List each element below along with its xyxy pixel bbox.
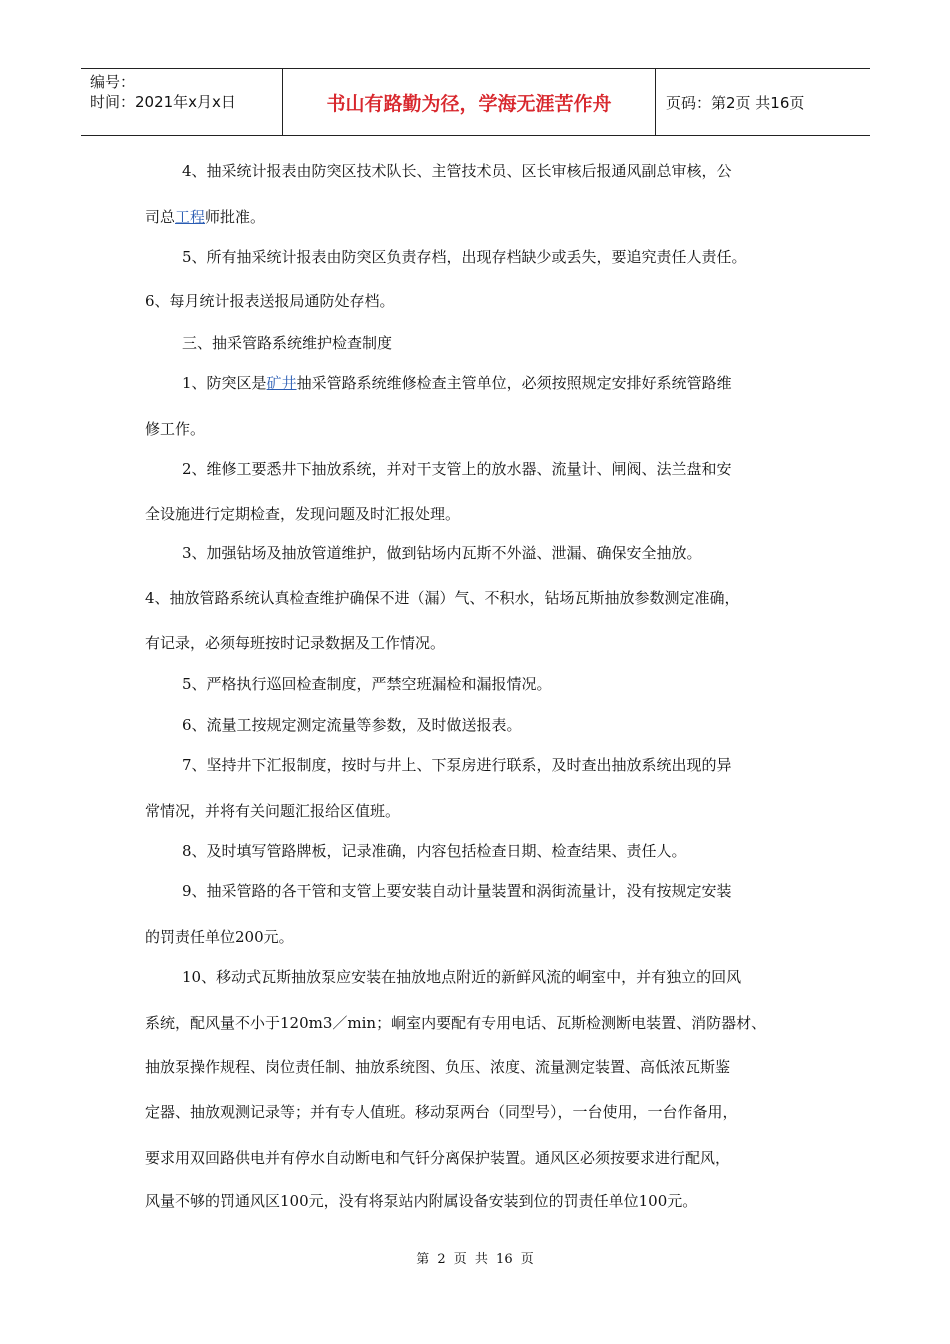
paragraph-line: 2、维修工要悉井下抽放系统，并对干支管上的放水器、流量计、闸阀、法兰盘和安 [182,460,732,478]
paragraph-line: 系统，配风量不小于120m3／min；峒室内要配有专用电话、瓦斯检测断电装置、消防器材、 [145,1014,767,1032]
paragraph-line: 抽放泵操作规程、岗位责任制、抽放系统图、负压、浓度、流量测定装置、高低浓瓦斯鉴 [145,1058,731,1076]
section-heading: 三、抽采管路系统维护检查制度 [182,334,393,352]
paragraph-line: 7、坚持井下汇报制度，按时与井上、下泵房进行联系，及时查出抽放系统出现的异 [182,756,732,774]
paragraph-line: 修工作。 [145,420,206,438]
paragraph-line: 10、移动式瓦斯抽放泵应安装在抽放地点附近的新鲜风流的峒室中，并有独立的回风 [182,968,742,986]
text-span: 司总 [145,208,176,226]
paragraph-line: 9、抽采管路的各干管和支管上要安装自动计量装置和涡街流量计，没有按规定安装 [182,882,732,900]
paragraph-line: 全设施进行定期检查，发现问题及时汇报处理。 [145,505,461,523]
paragraph-line: 8、及时填写管路牌板，记录准确，内容包括检查日期、检查结果、责任人。 [182,842,687,860]
paragraph-line: 5、严格执行巡回检查制度，严禁空班漏检和漏报情况。 [182,675,552,693]
paragraph-line [182,372,732,393]
paragraph-line: 6、每月统计报表送报局通防处存档。 [145,292,395,310]
header-page-number: 页码：第2页 共16页 [666,93,805,112]
paragraph-line: 有记录，必须每班按时记录数据及工作情况。 [145,634,446,652]
paragraph-line: 定器、抽放观测记录等；并有专人值班。移动泵两台（同型号），一台使用，一台作备用， [145,1103,738,1121]
paragraph-line: 4、抽采统计报表由防突区技术队长、主管技术员、区长审核后报通风副总审核，公 [182,162,732,180]
paragraph-line: 3、加强钻场及抽放管道维护，做到钻场内瓦斯不外溢、泄漏、确保安全抽放。 [182,544,702,562]
paragraph-line: 常情况，并将有关问题汇报给区值班。 [145,802,401,820]
page-footer: 第 2 页 共 16 页 [416,1252,534,1267]
paragraph-line [145,206,265,227]
header-motto: 书山有路勤为径，学海无涯苦作舟 [282,69,656,135]
mine-link[interactable]: 矿井 [266,374,297,392]
paragraph-line: 6、流量工按规定测定流量等参数，及时做送报表。 [182,716,522,734]
engineering-link[interactable]: 工程 [175,208,206,226]
time-label: 时间：2021年x月x日 [90,93,236,111]
text-span: 抽采管路系统维修检查主管单位，必须按照规定安排好系统管路维 [296,374,732,392]
header-meta [81,69,282,135]
paragraph-line: 要求用双回路供电并有停水自动断电和气钎分离保护装置。通风区必须按要求进行配风， [145,1149,731,1167]
paragraph-line: 5、所有抽采统计报表由防突区负责存档，出现存档缺少或丢失，要追究责任人责任。 [182,248,747,266]
paragraph-line: 风量不够的罚通风区100元，没有将泵站内附属设备安装到位的罚责任单位100元。 [145,1192,698,1210]
text-span: 1、防突区是 [182,374,267,392]
text-span: 师批准。 [205,208,266,226]
document-header [81,68,870,136]
paragraph-line: 4、抽放管路系统认真检查维护确保不进（漏）气、不积水，钻场瓦斯抽放参数测定准确， [145,589,740,607]
paragraph-line: 的罚责任单位200元。 [145,928,294,946]
serial-label: 编号： [90,73,136,91]
